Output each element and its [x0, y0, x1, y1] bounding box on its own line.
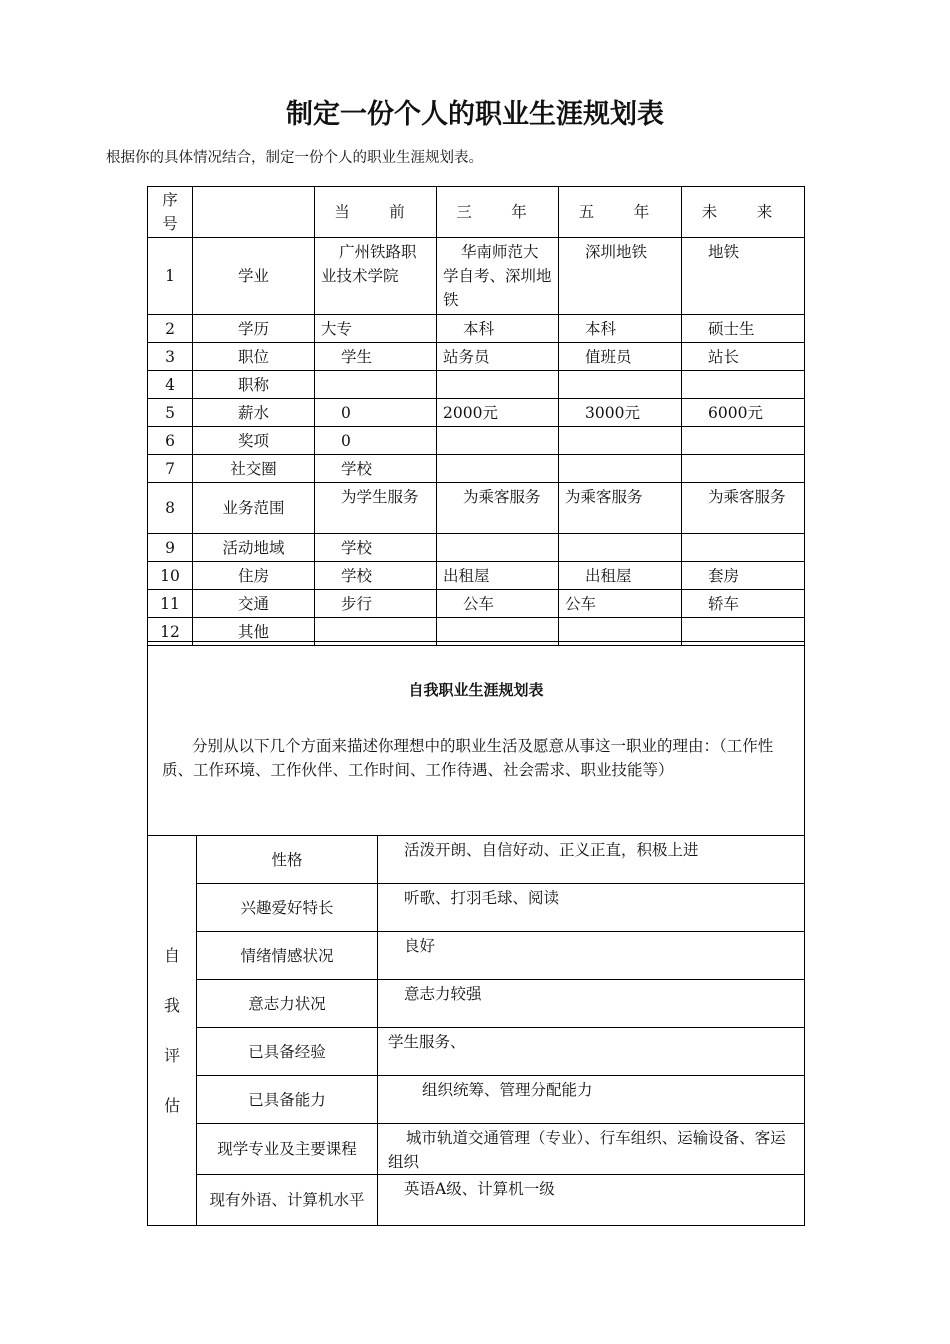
header-no: 序号 [148, 187, 193, 238]
cell-future: 站长 [682, 343, 805, 371]
header-5years: 五 年 [559, 187, 682, 238]
eval-label: 已具备经验 [197, 1028, 378, 1076]
page-title: 制定一份个人的职业生涯规划表 [286, 99, 664, 130]
cell-5years [559, 371, 682, 399]
cell-5years: 本科 [559, 315, 682, 343]
eval-row [148, 1124, 805, 1175]
cell-now: 大专 [315, 315, 437, 343]
cell-future: 6000元 [682, 399, 805, 427]
row-no: 10 [148, 562, 193, 590]
row-no: 12 [148, 618, 193, 646]
self-eval-char: 我 [163, 995, 180, 1015]
eval-row [148, 932, 805, 980]
row-item: 学业 [193, 238, 315, 315]
eval-label: 现有外语、计算机水平 [197, 1175, 378, 1226]
cell-5years: 深圳地铁 [559, 238, 682, 315]
cell-3years [437, 371, 559, 399]
row-item: 其他 [193, 618, 315, 646]
row-no: 9 [148, 534, 193, 562]
cell-now: 步行 [315, 590, 437, 618]
table-row [148, 427, 805, 455]
cell-now: 0 [315, 399, 437, 427]
eval-label: 已具备能力 [197, 1076, 378, 1124]
row-item: 职位 [193, 343, 315, 371]
row-no: 8 [148, 483, 193, 534]
row-item: 薪水 [193, 399, 315, 427]
row-item: 交通 [193, 590, 315, 618]
row-no: 7 [148, 455, 193, 483]
table-row [148, 562, 805, 590]
cell-future: 套房 [682, 562, 805, 590]
eval-label: 兴趣爱好特长 [197, 884, 378, 932]
cell-5years [559, 427, 682, 455]
table-row [148, 315, 805, 343]
cell-future: 为乘客服务 [682, 483, 805, 534]
table-row [148, 399, 805, 427]
eval-value: 听歌、打羽毛球、阅读 [378, 884, 805, 932]
eval-label: 性格 [197, 836, 378, 884]
header-future: 未 来 [682, 187, 805, 238]
eval-row [148, 1175, 805, 1226]
self-plan-title: 自我职业生涯规划表 [408, 681, 544, 699]
row-no: 3 [148, 343, 193, 371]
row-item: 社交圈 [193, 455, 315, 483]
eval-row [148, 980, 805, 1028]
cell-now: 学校 [315, 562, 437, 590]
cell-now [315, 371, 437, 399]
eval-value: 意志力较强 [378, 980, 805, 1028]
header-item [193, 187, 315, 238]
row-no: 4 [148, 371, 193, 399]
self-eval-char: 评 [163, 1045, 180, 1065]
self-plan-header [148, 642, 805, 836]
cell-3years [437, 534, 559, 562]
row-no: 5 [148, 399, 193, 427]
row-item: 业务范围 [193, 483, 315, 534]
self-eval-char: 自 [163, 945, 180, 965]
cell-5years: 值班员 [559, 343, 682, 371]
cell-3years: 站务员 [437, 343, 559, 371]
cell-future: 轿车 [682, 590, 805, 618]
eval-row [148, 1076, 805, 1124]
cell-3years: 公车 [437, 590, 559, 618]
cell-3years: 出租屋 [437, 562, 559, 590]
cell-3years: 为乘客服务 [437, 483, 559, 534]
row-no: 6 [148, 427, 193, 455]
header-3years: 三 年 [437, 187, 559, 238]
self-plan-description: 分别从以下几个方面来描述你理想中的职业生活及愿意从事这一职业的理由：（工作性质、工作环境、工作伙伴、工作时间、工作待遇、社会需求、职业技能等） [162, 737, 774, 779]
row-item: 住房 [193, 562, 315, 590]
table-header-row [148, 187, 805, 238]
eval-label: 意志力状况 [197, 980, 378, 1028]
cell-5years: 为乘客服务 [559, 483, 682, 534]
eval-value: 组织统筹、管理分配能力 [378, 1076, 805, 1124]
row-no: 2 [148, 315, 193, 343]
cell-now: 学生 [315, 343, 437, 371]
self-eval-label [148, 836, 197, 1226]
cell-now: 广州铁路职业技术学院 [315, 238, 437, 315]
eval-value: 英语A级、计算机一级 [378, 1175, 805, 1226]
cell-5years [559, 534, 682, 562]
row-item: 学历 [193, 315, 315, 343]
table-row [148, 483, 805, 534]
cell-now: 学校 [315, 455, 437, 483]
cell-5years: 出租屋 [559, 562, 682, 590]
cell-now: 为学生服务 [315, 483, 437, 534]
table-row [148, 590, 805, 618]
row-item: 职称 [193, 371, 315, 399]
row-no: 11 [148, 590, 193, 618]
self-plan-header-row [148, 642, 805, 836]
table-row [148, 534, 805, 562]
eval-value: 活泼开朗、自信好动、正义正直，积极上进 [378, 836, 805, 884]
cell-5years: 公车 [559, 590, 682, 618]
cell-5years: 3000元 [559, 399, 682, 427]
eval-row [148, 836, 805, 884]
eval-value: 城市轨道交通管理（专业）、行车组织、运输设备、客运组织 [378, 1124, 805, 1175]
cell-future [682, 371, 805, 399]
cell-future: 地铁 [682, 238, 805, 315]
table-row [148, 238, 805, 315]
self-eval-char: 估 [163, 1095, 180, 1115]
row-item: 奖项 [193, 427, 315, 455]
career-plan-table [147, 186, 805, 646]
eval-row [148, 1028, 805, 1076]
eval-label: 现学专业及主要课程 [197, 1124, 378, 1175]
cell-3years: 2000元 [437, 399, 559, 427]
eval-label: 情绪情感状况 [197, 932, 378, 980]
row-item: 活动地域 [193, 534, 315, 562]
cell-future [682, 455, 805, 483]
cell-future [682, 427, 805, 455]
eval-value: 学生服务、 [378, 1028, 805, 1076]
cell-3years [437, 455, 559, 483]
intro-text: 根据你的具体情况结合，制定一份个人的职业生涯规划表。 [106, 150, 483, 166]
cell-3years [437, 427, 559, 455]
row-no: 1 [148, 238, 193, 315]
header-now: 当 前 [315, 187, 437, 238]
table-row [148, 371, 805, 399]
cell-now: 0 [315, 427, 437, 455]
table-row [148, 455, 805, 483]
cell-3years: 本科 [437, 315, 559, 343]
eval-row [148, 884, 805, 932]
eval-value: 良好 [378, 932, 805, 980]
cell-future: 硕士生 [682, 315, 805, 343]
self-plan-table [147, 641, 805, 1226]
cell-now: 学校 [315, 534, 437, 562]
cell-5years [559, 455, 682, 483]
table-row [148, 343, 805, 371]
cell-future [682, 534, 805, 562]
cell-3years: 华南师范大学自考、深圳地铁 [437, 238, 559, 315]
